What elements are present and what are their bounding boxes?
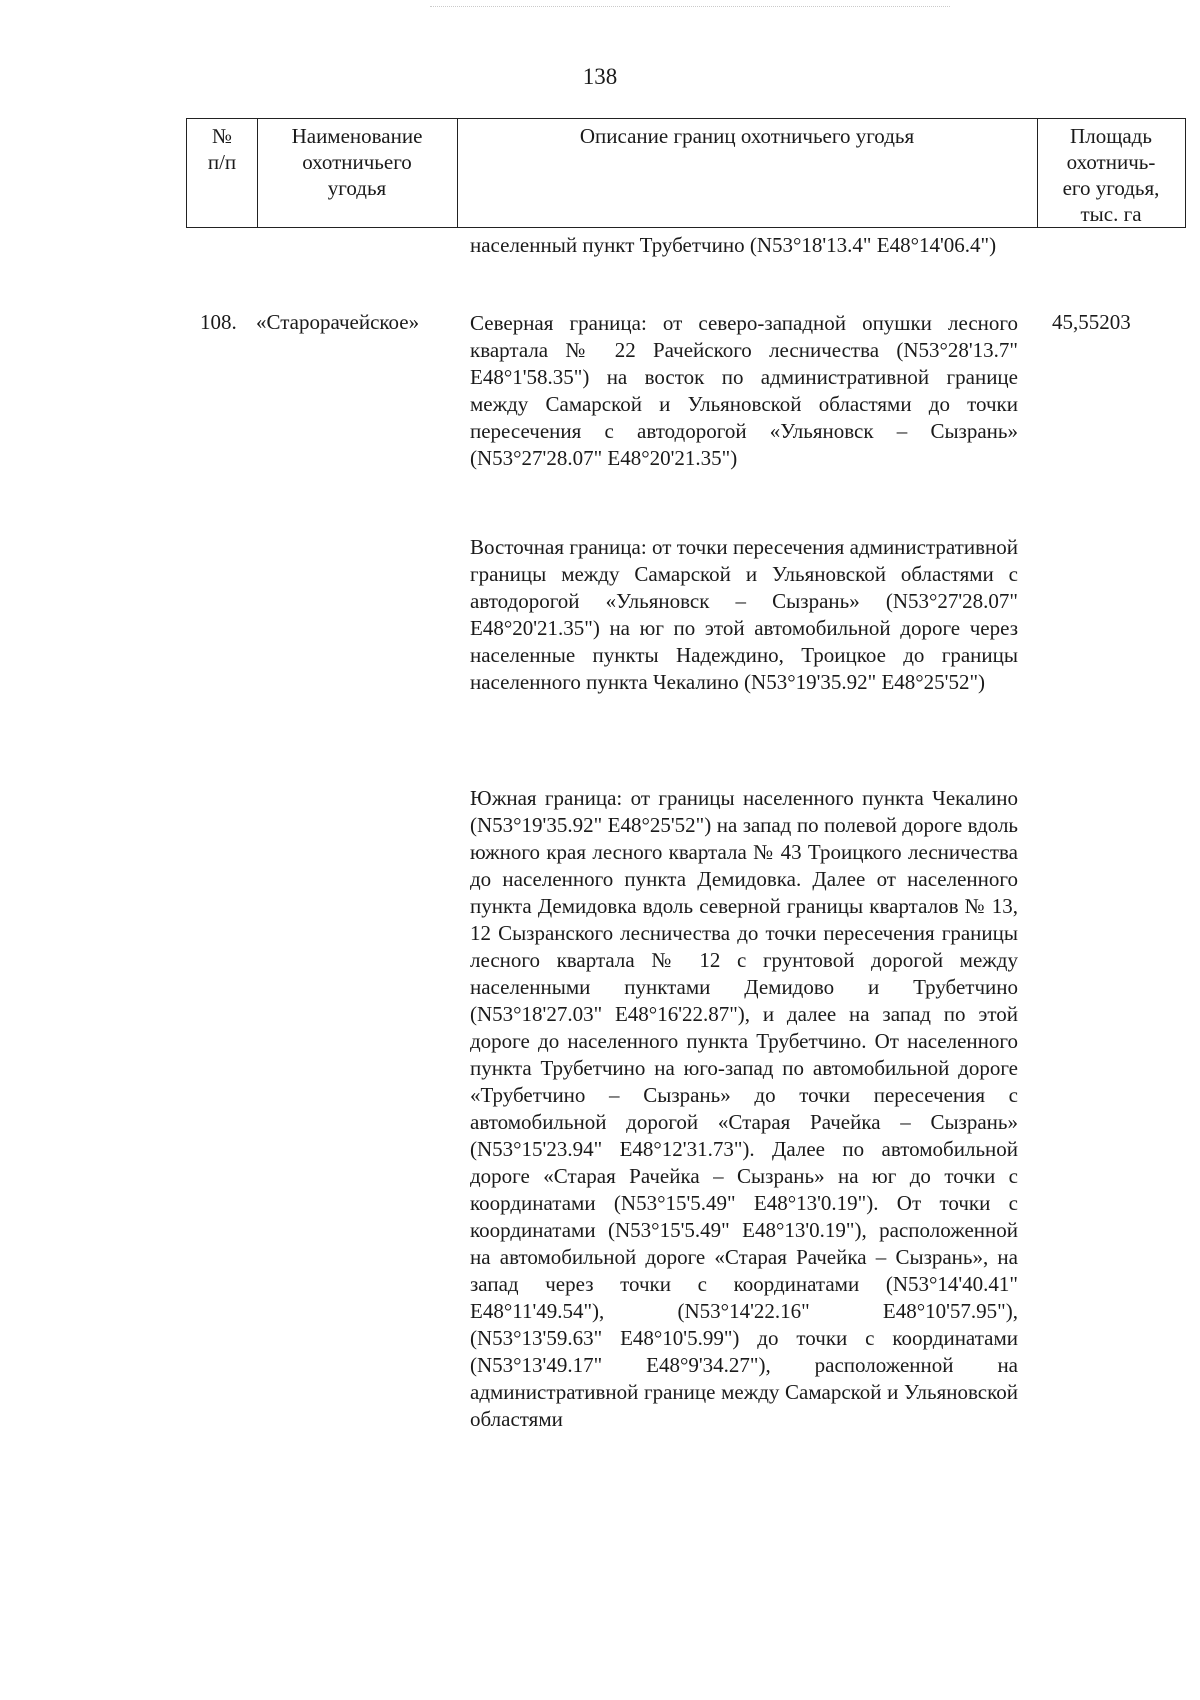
continuation-text: населенный пункт Трубетчино (N53°18'13.4" E48°14'06.4") bbox=[470, 233, 997, 257]
header-col-number: № п/п bbox=[207, 124, 237, 174]
hunting-ground-name: «Старорачейское» bbox=[256, 310, 420, 334]
row-number: 108. bbox=[200, 310, 237, 334]
east-boundary-description: Восточная граница: от точки пересечения административной границы между Самарской и Ульяновской областями с автодорогой «Ульяновск – Сызрань» (N53°27'28.07" E48°20'21.35") на юг по этой автомобильной дороге через населенные пункты Надеждино, Троицкое до границы населенного пункта Чекалино (N53°19'35.92" E48°25'52") bbox=[470, 535, 1018, 694]
page-number: 138 bbox=[582, 64, 618, 89]
north-boundary-description: Северная граница: от северо-западной опушки лесного квартала № 22 Рачейского лесничества (N53°28'13.7" E48°1'58.35") на восток по административной границе между Самарской и Ульяновской областями до точки пересечения с автодорогой «Ульяновск – Сызрань» (N53°27'28.07" E48°20'21.35") bbox=[470, 311, 1018, 470]
header-col-name: Наименование охотничьего угодья bbox=[291, 124, 423, 200]
hunting-ground-area: 45,55203 bbox=[1052, 310, 1131, 334]
header-col-area: Площадь охотничь- его угодья, тыс. га bbox=[1062, 124, 1160, 226]
table-header bbox=[186, 118, 1186, 228]
south-boundary-description: Южная граница: от границы населенного пункта Чекалино (N53°19'35.92" E48°25'52") на запад по полевой дороге вдоль южного края лесного квартала № 43 Троицкого лесничества до населенного пункта Демидовка. Далее от населенного пункта Демидовка вдоль северной границы кварталов № 13, 12 Сызранского лесничества до точки пересечения границы лесного квартала № 12 с грунтовой дорогой между населенными пунктами Демидово и Трубетчино (N53°18'27.03" E48°16'22.87"), и далее на запад по этой дороге до населенного пункта Трубетчино. От населенного пункта Трубетчино на юго-запад по автомобильной дороге «Трубетчино – Сызрань» до точки пересечения с автомобильной дорогой «Старая Рачейка – Сызрань» (N53°15'23.94" E48°12'31.73"). Далее по автомобильной дороге «Старая Рачейка – Сызрань» на юг до точки с координатами (N53°15'5.49" E48°13'0.19"). От точки с координатами (N53°15'5.49" E48°13'0.19"), расположенной на автомобильной дороге «Старая Рачейка – Сызрань», на запад через точки с координатами (N53°14'40.41" E48°11'49.54"), (N53°14'22.16" E48°10'57.95"), (N53°13'59.63" E48°10'5.99") до точки с координатами (N53°13'49.17" E48°9'34.27"), расположенной на административной границе между Самарской и Ульяновской областями bbox=[470, 786, 1018, 1431]
scan-artifact bbox=[430, 6, 950, 9]
header-col-description: Описание границ охотничьего угодья bbox=[579, 124, 915, 148]
